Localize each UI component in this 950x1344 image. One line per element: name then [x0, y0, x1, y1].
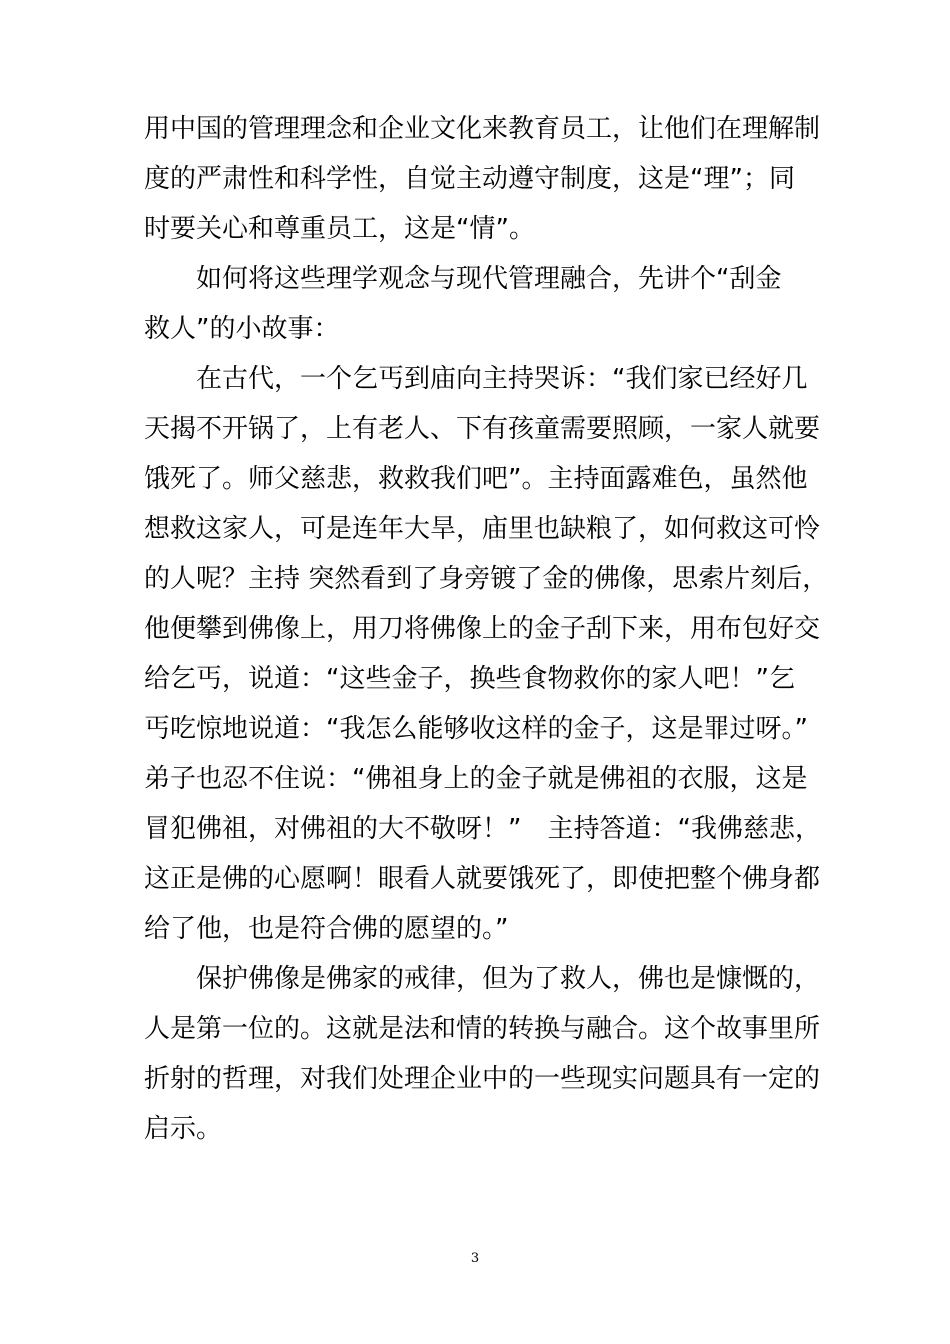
text-line: 人是第一位的。这就是法和情的转换与融合。这个故事里所 — [144, 1014, 821, 1044]
text-line: 保护佛像是佛家的戒律，但为了救人，佛也是慷慨的， — [196, 964, 821, 994]
text-line: 用中国的管理理念和企业文化来教育员工，让他们在理解制 — [144, 114, 821, 144]
text-line: 给了他，也是符合佛的愿望的。” — [144, 914, 509, 944]
text-line: 度的严肃性和科学性，自觉主动遵守制度，这是“理”；同 — [144, 164, 795, 194]
text-line: 如何将这些理学观念与现代管理融合，先讲个“刮金 — [196, 264, 782, 294]
text-line: 冒犯佛祖，对佛祖的大不敬呀！” 主持答道：“我佛慈悲， — [144, 814, 821, 844]
text-line: 饿死了。师父慈悲，救救我们吧”。主持面露难色，虽然他 — [144, 464, 808, 494]
text-line: 启示。 — [144, 1114, 223, 1144]
text-line: 丐吃惊地说道：“我怎么能够收这样的金子，这是罪过呀。” — [144, 714, 808, 744]
text-line: 折射的哲理，对我们处理企业中的一些现实问题具有一定的 — [144, 1064, 821, 1094]
text-line: 的人呢？主持 突然看到了身旁镀了金的佛像，思索片刻后， — [144, 564, 829, 594]
text-line: 他便攀到佛像上，用刀将佛像上的金子刮下来，用布包好交 — [144, 614, 821, 644]
text-line: 这正是佛的心愿啊！眼看人就要饿死了，即使把整个佛身都 — [144, 864, 821, 894]
text-line: 弟子也忍不住说：“佛祖身上的金子就是佛祖的衣服，这是 — [144, 764, 808, 794]
text-line: 时要关心和尊重员工，这是“情”。 — [144, 214, 535, 244]
text-line: 天揭不开锅了，上有老人、下有孩童需要照顾，一家人就要 — [144, 414, 821, 444]
page-number: 3 — [470, 1251, 480, 1266]
text-line: 在古代，一个乞丐到庙向主持哭诉：“我们家已经好几 — [196, 364, 808, 394]
text-line: 救人”的小故事： — [144, 314, 340, 344]
text-line: 给乞丐，说道：“这些金子，换些食物救你的家人吧！”乞 — [144, 664, 795, 694]
text-line: 想救这家人，可是连年大旱，庙里也缺粮了，如何救这可怜 — [144, 514, 821, 544]
